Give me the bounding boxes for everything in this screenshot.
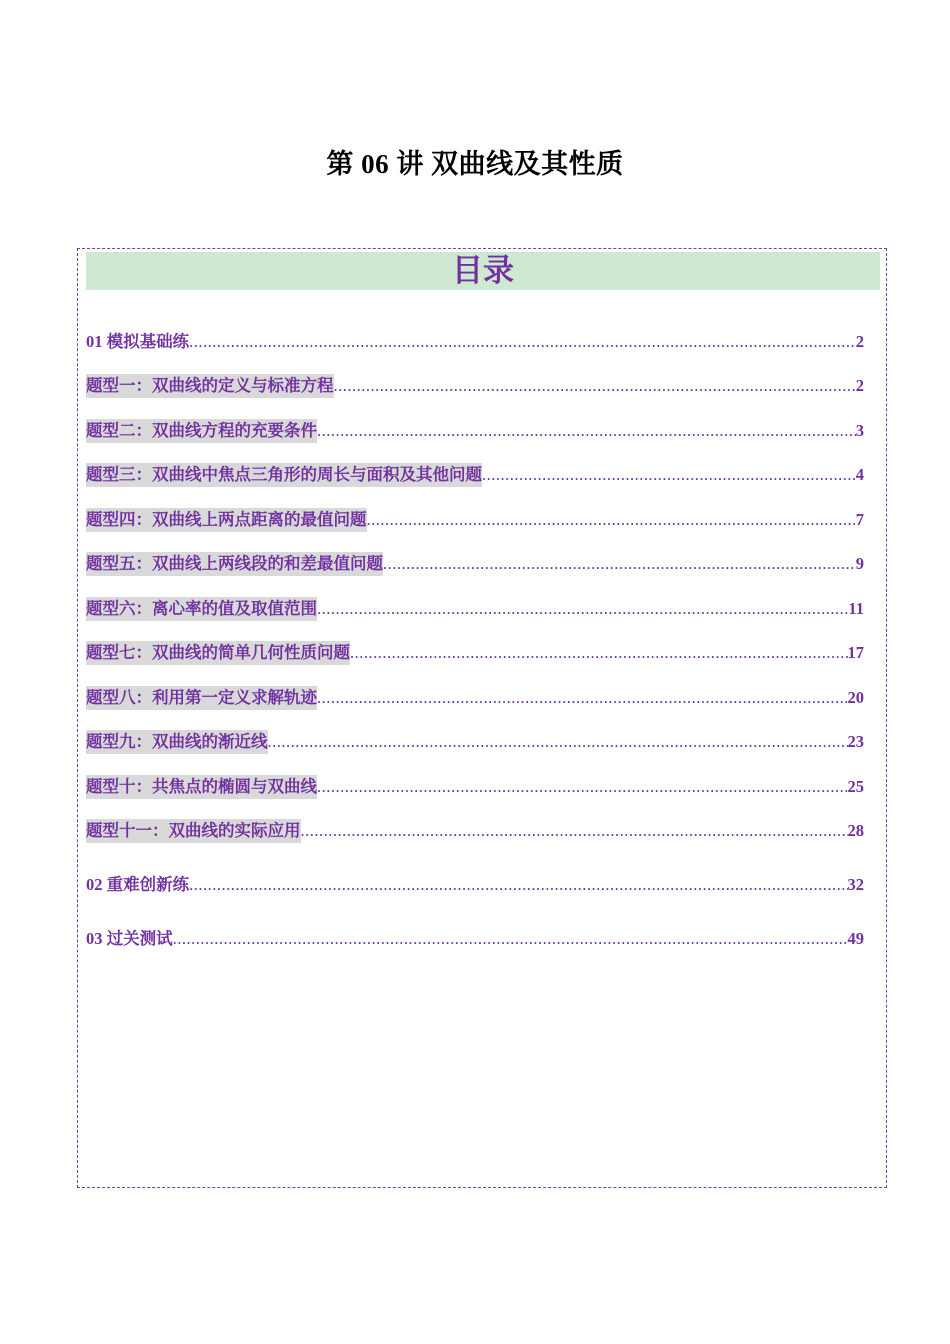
toc-page-number: 7 — [855, 510, 864, 529]
toc-entry-final-test[interactable] — [86, 927, 864, 951]
toc-leader-dots — [334, 374, 856, 398]
toc-leader-dots — [189, 330, 856, 354]
toc-leader-dots — [482, 463, 856, 487]
toc-entry-type-4[interactable] — [86, 508, 864, 532]
toc-leader-dots — [350, 641, 848, 665]
toc-entry-type-9[interactable] — [86, 730, 864, 754]
toc-entry-label: 题型十：共焦点的椭圆与双曲线 — [86, 775, 317, 799]
toc-leader-dots — [317, 686, 848, 710]
toc-entry-type-8[interactable] — [86, 686, 864, 710]
toc-entry-label: 02 重难创新练 — [86, 875, 190, 894]
toc-entry-type-10[interactable] — [86, 775, 864, 799]
toc-entry-label: 题型三：双曲线中焦点三角形的周长与面积及其他问题 — [86, 463, 482, 487]
toc-entry-type-1[interactable] — [86, 374, 864, 398]
toc-entry-label: 题型四：双曲线上两点距离的最值问题 — [86, 508, 367, 532]
toc-entry-type-7[interactable] — [86, 641, 864, 665]
toc-heading: 目录 — [86, 252, 880, 290]
toc-page-number: 4 — [855, 465, 864, 484]
toc-leader-dots — [301, 819, 848, 843]
toc-entry-type-6[interactable] — [86, 597, 864, 621]
toc-page-number: 25 — [847, 777, 864, 796]
toc-entry-advanced-practice[interactable] — [86, 873, 864, 897]
toc-entry-label: 题型二：双曲线方程的充要条件 — [86, 419, 317, 443]
toc-page-number: 20 — [847, 688, 864, 707]
toc-leader-dots — [383, 552, 856, 576]
toc-page-number: 49 — [847, 929, 864, 948]
toc-page-number: 2 — [855, 376, 864, 395]
toc-entry-label: 题型九：双曲线的渐近线 — [86, 730, 268, 754]
toc-entry-type-11[interactable] — [86, 819, 864, 843]
toc-page-number: 23 — [847, 732, 864, 751]
toc-page-number: 28 — [847, 821, 864, 840]
toc-entry-type-5[interactable] — [86, 552, 864, 576]
toc-leader-dots — [268, 730, 848, 754]
toc-leader-dots — [317, 597, 848, 621]
toc-entry-label: 题型七：双曲线的简单几何性质问题 — [86, 641, 350, 665]
toc-leader-dots — [317, 775, 848, 799]
toc-entry-label: 题型一：双曲线的定义与标准方程 — [86, 374, 334, 398]
toc-entry-label: 03 过关测试 — [86, 929, 173, 948]
toc-entry-basic-practice[interactable] — [86, 330, 864, 354]
toc-leader-dots — [317, 419, 856, 443]
toc-page-number: 17 — [847, 643, 864, 662]
toc-entry-label: 题型十一：双曲线的实际应用 — [86, 819, 301, 843]
toc-entry-label: 题型八：利用第一定义求解轨迹 — [86, 686, 317, 710]
toc-entry-label: 01 模拟基础练 — [86, 332, 190, 351]
toc-page-number: 2 — [855, 332, 864, 351]
document-title: 第 06 讲 双曲线及其性质 — [326, 149, 624, 179]
toc-leader-dots — [367, 508, 856, 532]
table-of-contents — [77, 248, 887, 1188]
toc-page-number: 32 — [847, 875, 864, 894]
toc-page-number: 9 — [855, 554, 864, 573]
toc-entry-type-3[interactable] — [86, 463, 864, 487]
toc-entry-label: 题型五：双曲线上两线段的和差最值问题 — [86, 552, 383, 576]
toc-entry-label: 题型六：离心率的值及取值范围 — [86, 597, 317, 621]
toc-page-number: 3 — [855, 421, 864, 440]
toc-page-number: 11 — [848, 599, 864, 618]
toc-leader-dots — [173, 927, 848, 951]
toc-entry-type-2[interactable] — [86, 419, 864, 443]
toc-leader-dots — [189, 873, 847, 897]
